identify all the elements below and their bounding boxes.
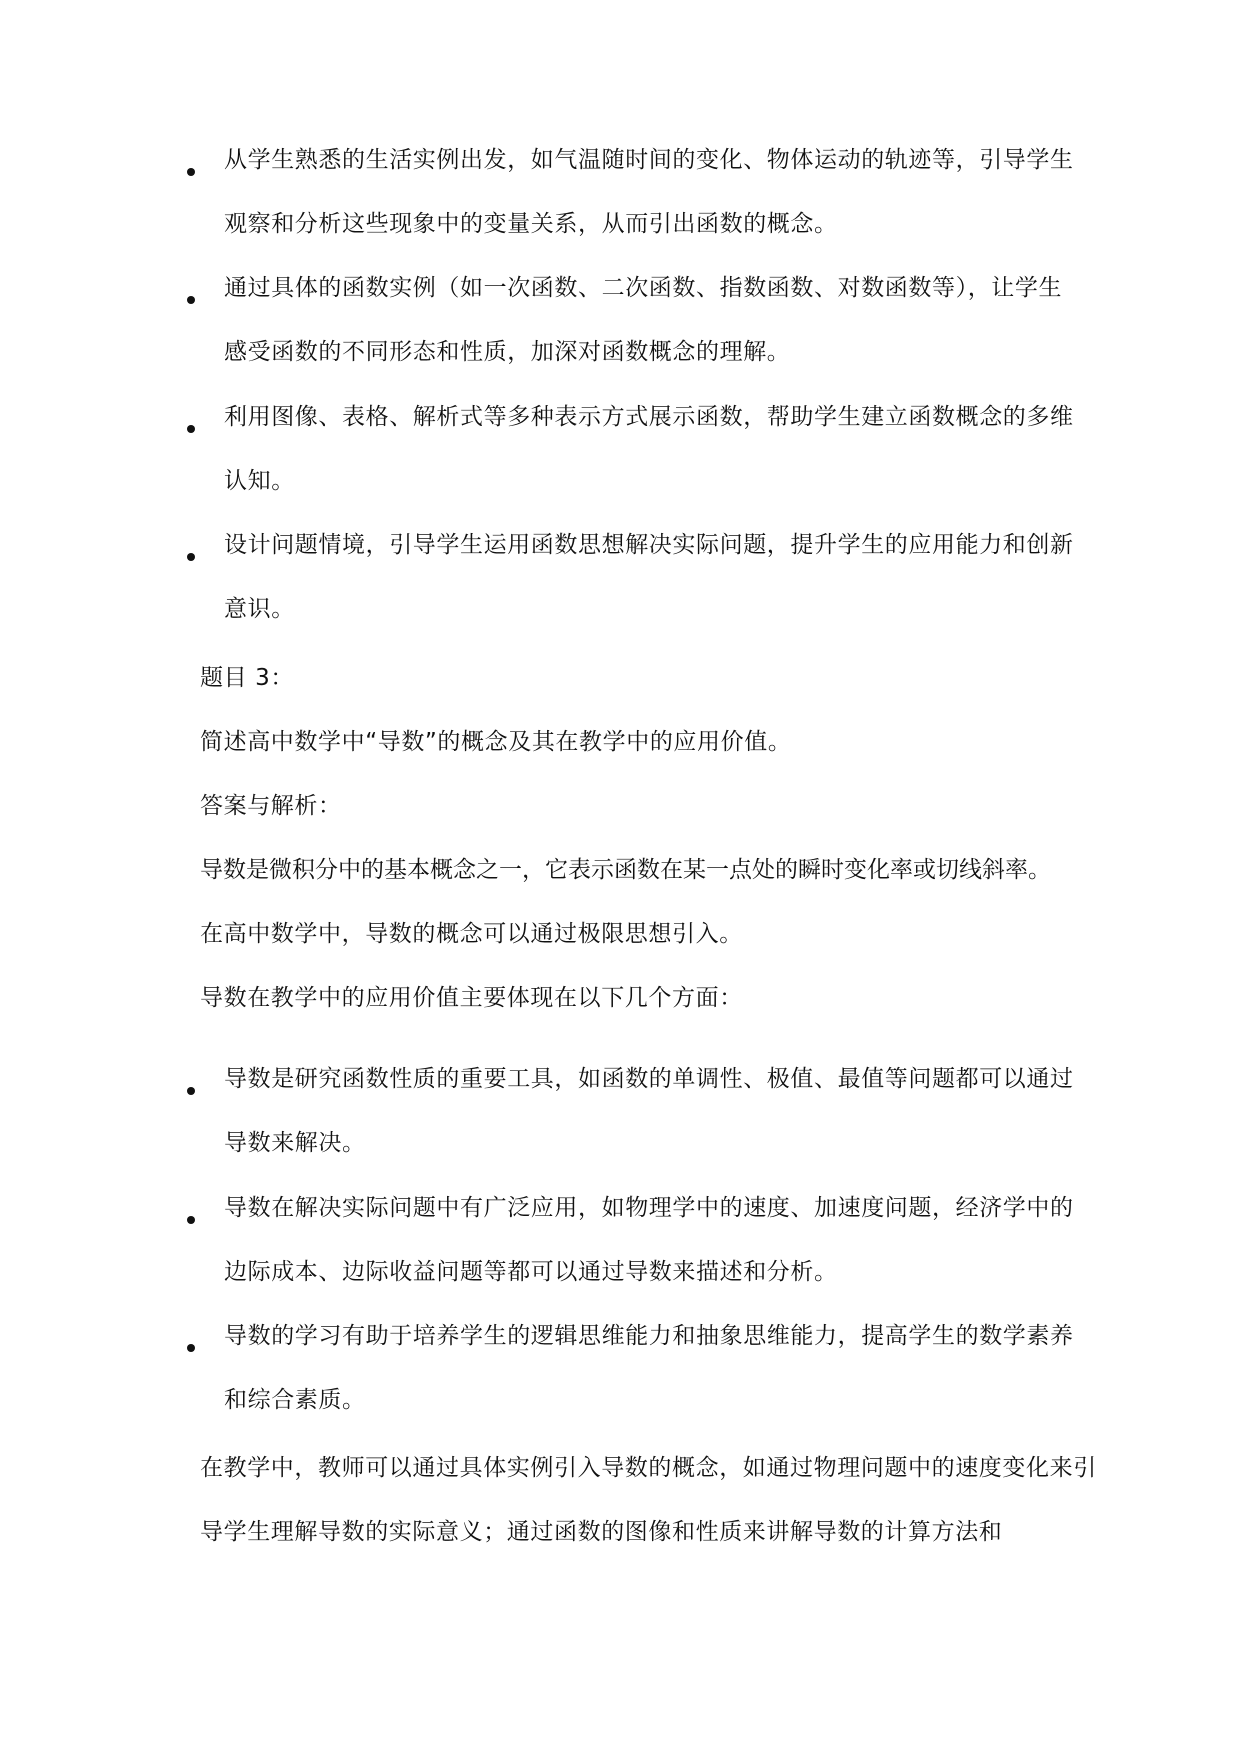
- answer-paragraph: 导数是微积分中的基本概念之一，它表示函数在某一点处的瞬时变化率或切线斜率。: [200, 857, 1051, 883]
- answer-label: 答案与解析：: [200, 793, 342, 819]
- question-label: 题目 3：: [200, 665, 294, 691]
- bullet-icon: [187, 1087, 195, 1095]
- bullet-icon: [187, 168, 195, 176]
- answer-paragraph: 导数在教学中的应用价值主要体现在以下几个方面：: [200, 985, 743, 1011]
- closing-paragraph: 在教学中，教师可以通过具体实例引入导数的概念，如通过物理问题中的速度变化来引导学生理解导数的实际意义；通过函数的图像和性质来讲解导数的计算方法和: [200, 1455, 1097, 1545]
- list-item-text: 从学生熟悉的生活实例出发，如气温随时间的变化、物体运动的轨迹等，引导学生观察和分析这些现象中的变量关系，从而引出函数的概念。: [224, 147, 1074, 237]
- bullet-icon: [187, 1216, 195, 1224]
- list-item-text: 通过具体的函数实例（如一次函数、二次函数、指数函数、对数函数等），让学生感受函数的不同形态和性质，加深对函数概念的理解。: [224, 275, 1063, 365]
- bullet-icon: [187, 553, 195, 561]
- answer-paragraph: 在高中数学中，导数的概念可以通过极限思想引入。: [200, 921, 743, 947]
- bullet-icon: [187, 296, 195, 304]
- list-item-text: 利用图像、表格、解析式等多种表示方式展示函数，帮助学生建立函数概念的多维认知。: [224, 404, 1074, 494]
- list-item-text: 导数的学习有助于培养学生的逻辑思维能力和抽象思维能力，提高学生的数学素养和综合素质。: [224, 1323, 1074, 1413]
- list-item-text: 导数是研究函数性质的重要工具，如函数的单调性、极值、最值等问题都可以通过导数来解决。: [224, 1066, 1074, 1156]
- list-item-text: 导数在解决实际问题中有广泛应用，如物理学中的速度、加速度问题，经济学中的边际成本、边际收益问题等都可以通过导数来描述和分析。: [224, 1195, 1074, 1285]
- question-text: 简述高中数学中“导数”的概念及其在教学中的应用价值。: [200, 729, 792, 755]
- bullet-icon: [187, 1344, 195, 1352]
- list-item-text: 设计问题情境，引导学生运用函数思想解决实际问题，提升学生的应用能力和创新意识。: [224, 532, 1074, 622]
- bullet-icon: [187, 425, 195, 433]
